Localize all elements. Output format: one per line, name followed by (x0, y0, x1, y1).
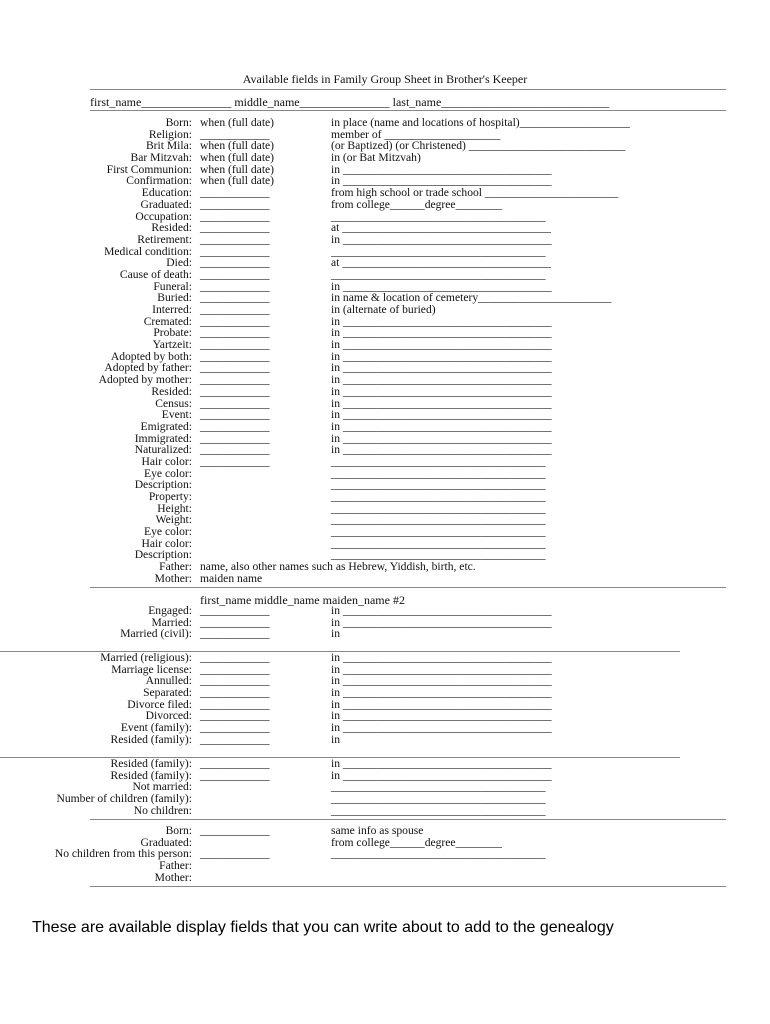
field-location: _____________________________________ (331, 803, 546, 817)
field-label: Married (religious): (100, 651, 192, 664)
field-value: ____________ (200, 221, 270, 235)
field-value: ____________ (200, 303, 270, 316)
field-label: Retirement: (137, 232, 192, 246)
field-label: Probate: (153, 326, 192, 340)
field-row (0, 561, 770, 573)
field-location: in ____________________________________ (331, 431, 552, 445)
field-label: Adopted by both: (110, 349, 192, 363)
field-label: Not married: (132, 780, 192, 794)
field-label: Resided: (151, 384, 192, 398)
field-row (0, 758, 770, 770)
field-value: ____________ (200, 443, 270, 457)
field-label: Occupation: (135, 209, 192, 223)
field-value: ____________ (200, 627, 270, 641)
field-value: ____________ (200, 757, 270, 770)
field-value: ____________ (200, 419, 270, 433)
section-rule-spouse2 (90, 819, 726, 820)
field-location: from college______degree________ (331, 197, 502, 211)
field-location: from college______degree________ (331, 835, 502, 849)
field-row (0, 848, 770, 860)
field-location: in ____________________________________ (331, 396, 552, 410)
field-location: in ____________________________________ (331, 162, 552, 176)
field-row (0, 117, 770, 129)
field-value: ____________ (200, 847, 270, 861)
field-label: Mother: (154, 870, 192, 884)
field-label: Bar Mitzvah: (130, 151, 192, 165)
field-value: ____________ (200, 197, 270, 211)
field-row (0, 526, 770, 538)
field-location: in ____________________________________ (331, 338, 552, 352)
field-label: Cremated: (143, 314, 192, 328)
field-location: in ____________________________________ (331, 709, 552, 723)
field-location: _____________________________________ (331, 490, 546, 503)
field-label: Religion: (148, 127, 192, 141)
field-value: ____________ (200, 314, 270, 328)
field-location: _____________________________________ (331, 548, 546, 562)
section-rule-end (90, 886, 726, 887)
field-row (0, 628, 770, 640)
field-location: _____________________________________ (331, 209, 546, 223)
field-value: when (full date) (200, 162, 275, 176)
field-label: Immigrated: (134, 431, 192, 445)
field-value: ____________ (200, 338, 270, 352)
field-row (0, 617, 770, 629)
field-row (0, 491, 770, 503)
field-label: Born: (165, 824, 192, 837)
field-label: Resided (family): (110, 732, 192, 746)
field-label: Description: (134, 548, 192, 562)
field-location: in ____________________________________ (331, 443, 552, 457)
field-location: at ____________________________________ (331, 221, 551, 235)
field-row (0, 456, 770, 468)
field-label: Married (civil): (120, 627, 192, 641)
field-value: ____________ (200, 721, 270, 735)
field-row (0, 304, 770, 316)
field-row (0, 872, 770, 884)
field-value: ____________ (200, 209, 270, 223)
field-label: Census: (155, 396, 192, 410)
field-value: ____________ (200, 279, 270, 293)
field-value: maiden name (200, 571, 263, 585)
field-location: in ____________________________________ (331, 361, 552, 375)
field-location: in ____________________________________ (331, 279, 552, 293)
field-location: at ____________________________________ (331, 256, 551, 270)
field-value: when (full date) (200, 139, 275, 153)
field-value: ____________ (200, 709, 270, 723)
field-label: Divorced: (145, 709, 192, 723)
field-label: Cause of death: (119, 267, 192, 281)
caption-text: These are available display fields that you can write about to add to the genealogy (32, 919, 614, 936)
field-label: Height: (157, 501, 192, 515)
field-label: Yartzeit: (152, 338, 192, 352)
field-row (0, 421, 770, 433)
field-location: _____________________________________ (331, 501, 546, 515)
field-label: Died: (166, 256, 192, 270)
header-rule (90, 110, 726, 111)
field-row (0, 269, 770, 281)
field-location: in ____________________________________ (331, 697, 552, 711)
field-location: in ____________________________________ (331, 674, 552, 688)
field-value: ____________ (200, 244, 270, 258)
page-title: Available fields in Family Group Sheet in Brother's Keeper (242, 72, 528, 86)
field-location: in ____________________________________ (331, 349, 552, 363)
person-fields-section (0, 117, 770, 585)
field-label: Father: (159, 560, 192, 574)
field-location: in ____________________________________ (331, 408, 552, 422)
field-location: in ____________________________________ (331, 373, 552, 387)
field-label: Graduated: (140, 197, 192, 211)
spouse-header: first_name middle_name maiden_name #2 (200, 593, 405, 607)
field-label: Father: (159, 859, 192, 873)
field-value: ____________ (200, 291, 270, 305)
field-label: Hair color: (141, 454, 192, 468)
field-value: ____________ (200, 697, 270, 711)
field-value: ____________ (200, 361, 270, 375)
field-label: Number of children (family): (56, 792, 192, 806)
field-location: in ____________________________________ (331, 721, 552, 735)
field-label: Weight: (155, 513, 192, 527)
field-location: in ____________________________________ (331, 651, 552, 664)
field-label: Buried: (157, 291, 192, 305)
field-value: when (full date) (200, 151, 275, 165)
field-location: _____________________________________ (331, 267, 546, 281)
field-location: in ____________________________________ (331, 384, 552, 398)
field-location: _____________________________________ (331, 525, 546, 539)
field-value: ____________ (200, 824, 270, 837)
field-location: in ____________________________________ (331, 686, 552, 700)
field-label: Emigrated: (140, 419, 192, 433)
field-value: ____________ (200, 127, 270, 141)
field-value: name, also other names such as Hebrew, Yiddish, birth, etc. (200, 560, 476, 574)
field-row (0, 234, 770, 246)
field-location: in ____________________________________ (331, 662, 552, 676)
field-label: Adopted by father: (104, 361, 192, 375)
field-label: Divorce filed: (127, 697, 192, 711)
field-label: No children from this person: (54, 847, 192, 861)
field-row (0, 605, 770, 617)
field-label: Description: (134, 478, 192, 492)
field-value: ____________ (200, 349, 270, 363)
field-location: _____________________________________ (331, 466, 546, 480)
field-value: ____________ (200, 604, 270, 617)
field-location: in ____________________________________ (331, 232, 552, 246)
field-label: Engaged: (148, 604, 192, 617)
field-value: ____________ (200, 186, 270, 200)
field-row (0, 805, 770, 817)
field-row (0, 339, 770, 351)
field-value: ____________ (200, 326, 270, 340)
field-value: ____________ (200, 396, 270, 410)
field-location: in ____________________________________ (331, 604, 552, 617)
field-label: Property: (148, 490, 192, 503)
field-label: Naturalized: (134, 443, 192, 457)
field-label: Funeral: (153, 279, 192, 293)
marriage-events-section (0, 652, 770, 746)
field-location: in ____________________________________ (331, 419, 552, 433)
field-label: Born: (165, 116, 192, 129)
field-value: ____________ (200, 373, 270, 387)
field-location: in ____________________________________ (331, 174, 552, 188)
field-label: Adopted by mother: (98, 373, 192, 387)
field-location: in (alternate of buried) (331, 303, 436, 316)
field-label: Separated: (143, 686, 192, 700)
field-row (0, 652, 770, 664)
field-location: in ____________________________________ (331, 768, 552, 782)
field-location: _____________________________________ (331, 513, 546, 527)
field-location: same info as spouse (331, 824, 424, 837)
marriage-fields-section (0, 605, 770, 640)
field-location: in name & location of cemetery_______________________ (331, 291, 612, 305)
field-location: from high school or trade school _______________________ (331, 186, 619, 200)
field-location: in ____________________________________ (331, 615, 552, 629)
section-rule-spouse (90, 587, 726, 588)
field-label: Resided: (151, 221, 192, 235)
field-label: Event: (161, 408, 192, 422)
family-fields-section (0, 758, 770, 816)
field-label: Confirmation: (126, 174, 192, 188)
field-value: ____________ (200, 256, 270, 270)
field-location: _____________________________________ (331, 536, 546, 550)
field-value: ____________ (200, 651, 270, 664)
field-value: ____________ (200, 768, 270, 782)
field-row (0, 199, 770, 211)
field-value: ____________ (200, 732, 270, 746)
field-value: ____________ (200, 408, 270, 422)
field-label: Mother: (154, 571, 192, 585)
field-label: Hair color: (141, 536, 192, 550)
field-label: Graduated: (140, 835, 192, 849)
field-row (0, 573, 770, 585)
field-value: ____________ (200, 615, 270, 629)
field-location: _____________________________________ (331, 244, 546, 258)
field-location: in ____________________________________ (331, 314, 552, 328)
field-label: Eye color: (144, 466, 192, 480)
field-row (0, 386, 770, 398)
field-row (0, 793, 770, 805)
field-value: ____________ (200, 384, 270, 398)
field-value: ____________ (200, 232, 270, 246)
field-label: Medical condition: (104, 244, 192, 258)
field-row (0, 152, 770, 164)
field-location: member of ____________________ (331, 127, 501, 141)
field-label: Married: (151, 615, 192, 629)
title-rule (90, 89, 726, 90)
field-location: in place (name and locations of hospital)___________________ (331, 116, 630, 129)
field-location: _____________________________________ (331, 454, 546, 468)
name-header-line: first_name_______________ middle_name_______________ last_name____________________________ (90, 95, 610, 109)
field-location: (or Baptized) (or Christened) ___________________________ (331, 139, 626, 153)
field-label: First Communion: (106, 162, 192, 176)
field-label: Event (family): (120, 721, 192, 735)
field-location: in (or Bat Mitzvah) (331, 151, 421, 165)
field-value: when (full date) (200, 116, 275, 129)
field-label: Education: (141, 186, 192, 200)
field-value: ____________ (200, 267, 270, 281)
field-label: No children: (133, 803, 192, 817)
field-location: in ____________________________________ (331, 757, 552, 770)
field-location: _____________________________________ (331, 478, 546, 492)
field-location: _____________________________________ (331, 847, 546, 861)
field-row (0, 687, 770, 699)
field-location: in (331, 732, 341, 746)
field-row (0, 734, 770, 746)
field-row (0, 860, 770, 872)
spouse-fields-section (0, 825, 770, 883)
field-label: Resided (family): (110, 768, 192, 782)
field-value: when (full date) (200, 174, 275, 188)
field-value: ____________ (200, 686, 270, 700)
field-row (0, 825, 770, 837)
field-label: Resided (family): (110, 757, 192, 770)
field-location: in ____________________________________ (331, 326, 552, 340)
field-value: ____________ (200, 454, 270, 468)
field-value: ____________ (200, 674, 270, 688)
field-label: Eye color: (144, 525, 192, 539)
field-label: Marriage license: (111, 662, 192, 676)
field-value: ____________ (200, 431, 270, 445)
field-value: ____________ (200, 662, 270, 676)
field-label: Annulled: (145, 674, 192, 688)
field-location: _____________________________________ (331, 780, 546, 794)
field-location: in (331, 627, 341, 641)
field-label: Interred: (152, 303, 192, 316)
field-label: Brit Mila: (145, 139, 192, 153)
field-location: _____________________________________ (331, 792, 546, 806)
